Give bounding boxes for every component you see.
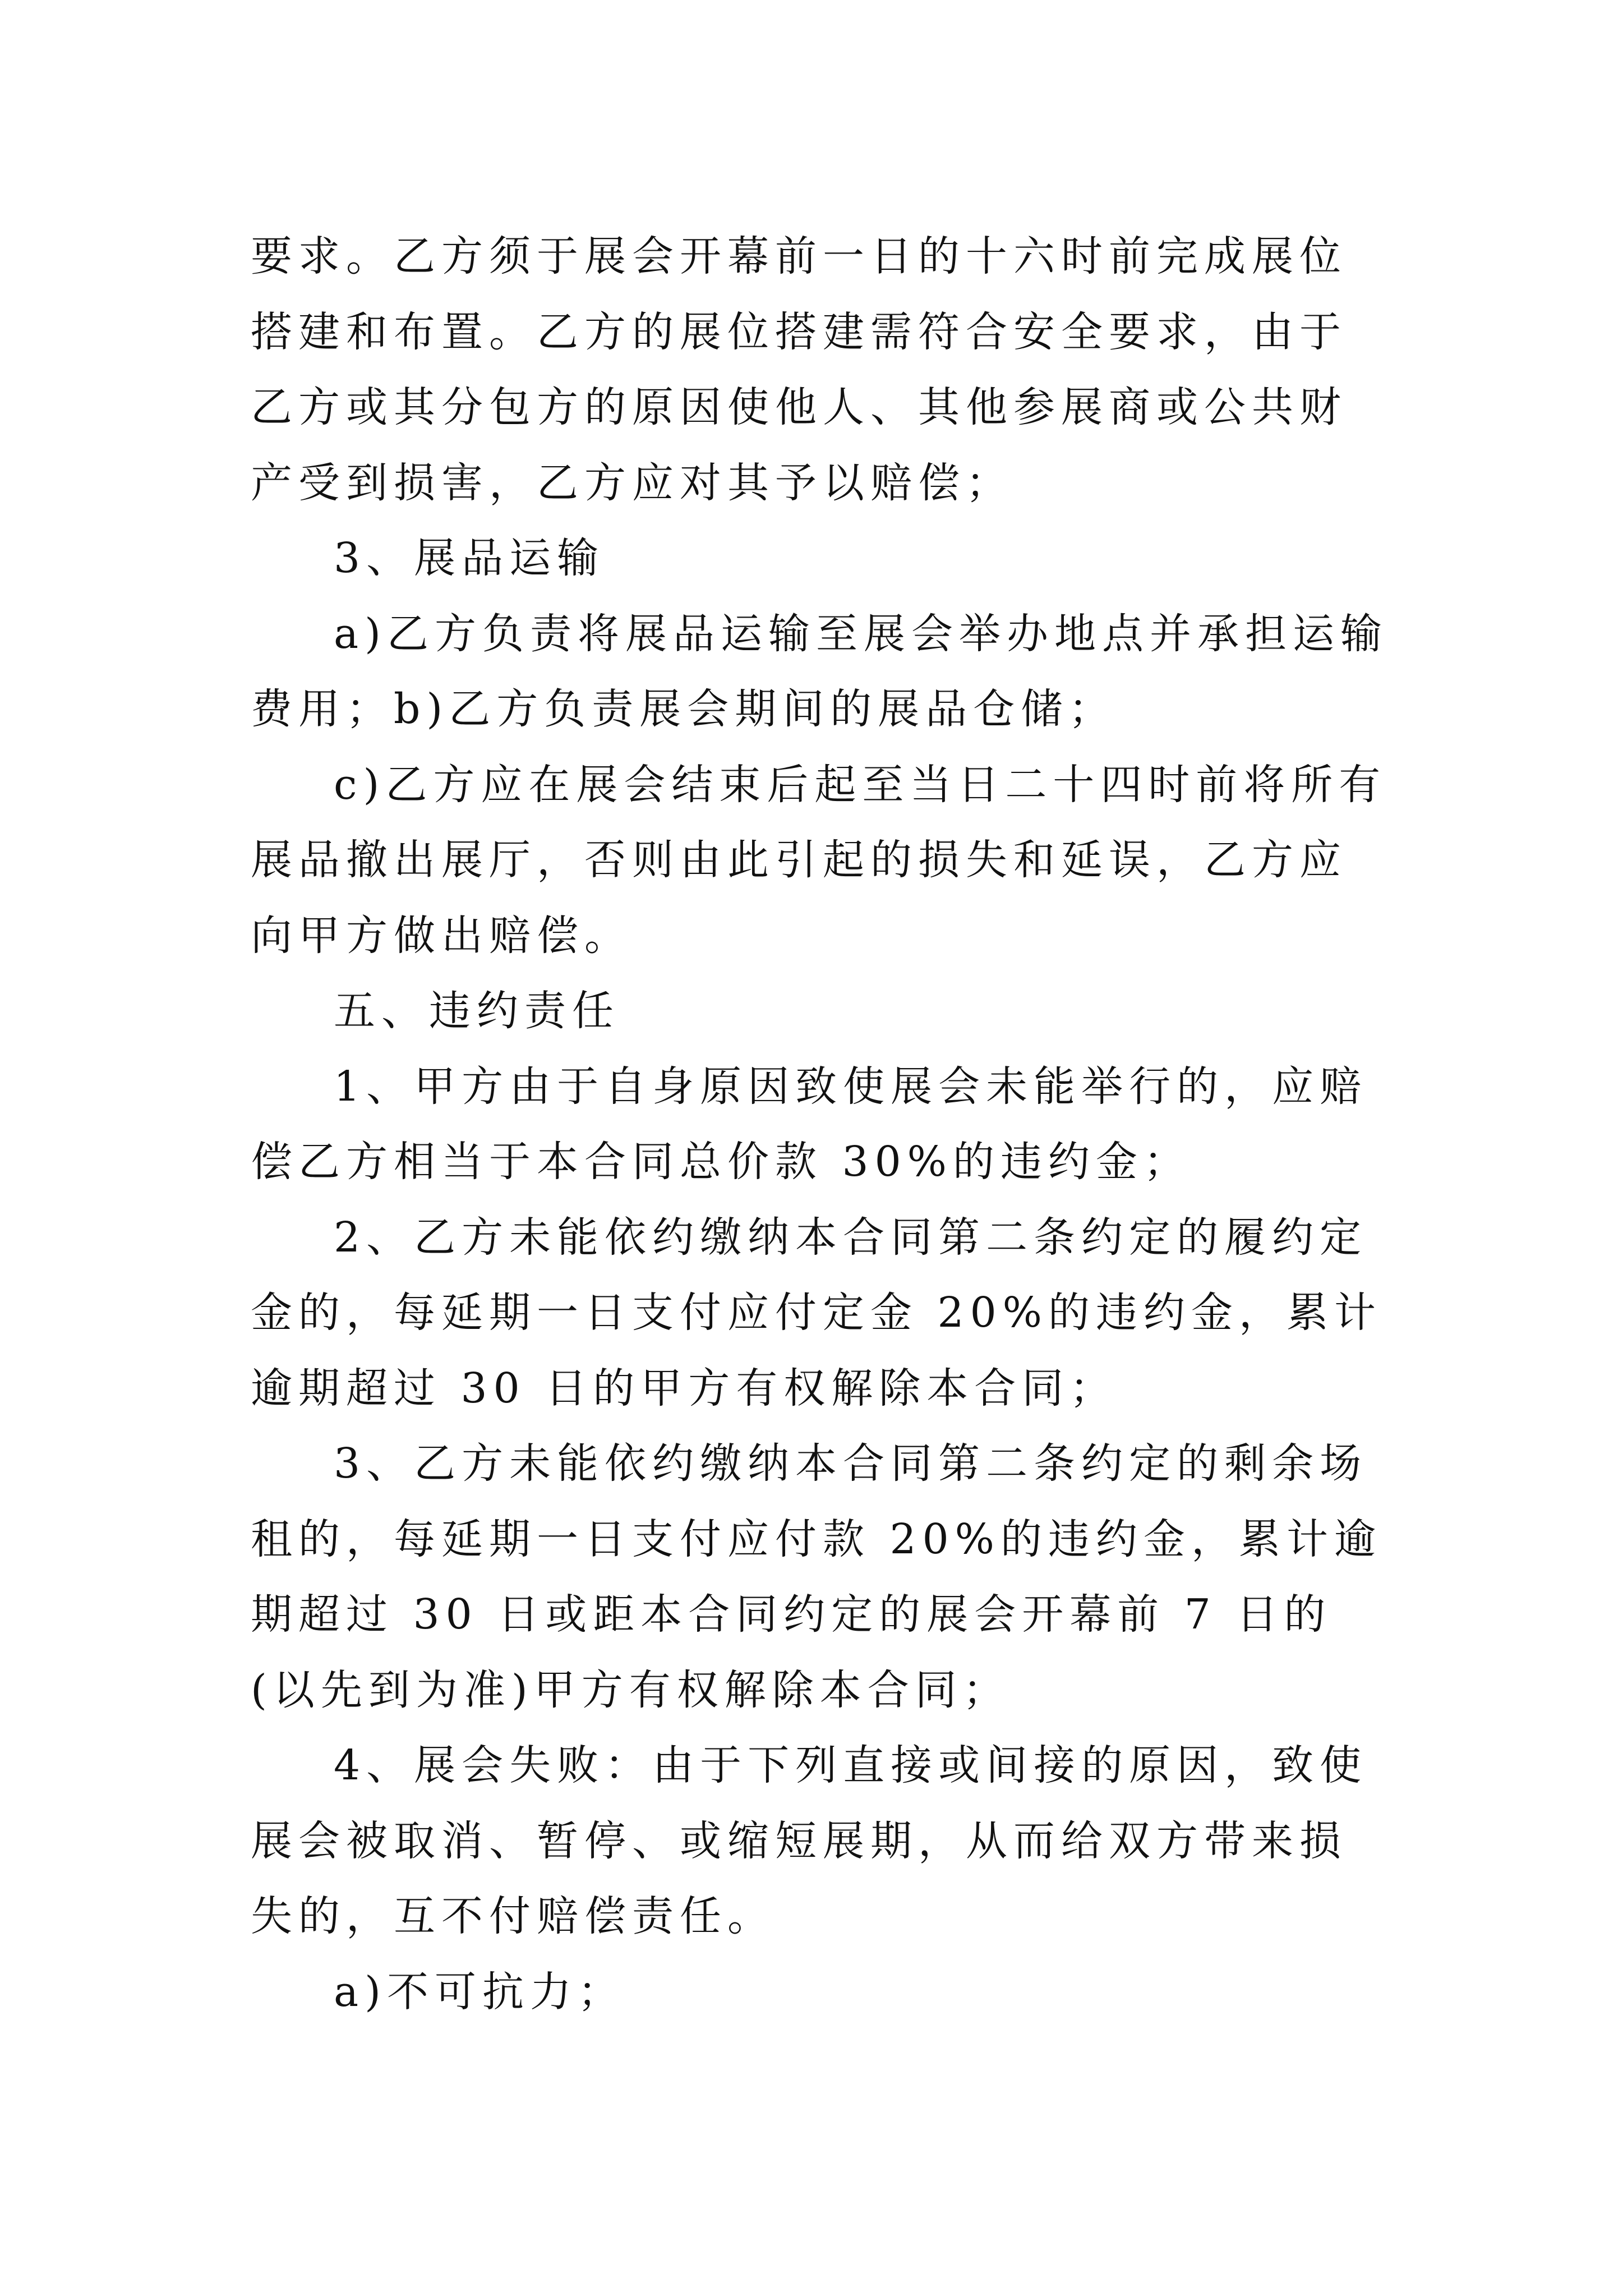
- paragraph-liability-1: 1、甲方由于自身原因致使展会未能举行的，应赔偿乙方相当于本合同总价款 30%的违约金；: [251, 1062, 1368, 1186]
- section-heading-exhibit-transport: 3、展品运输: [334, 534, 605, 582]
- paragraph-continuation: 要求。乙方须于展会开幕前一日的十六时前完成展位搭建和布置。乙方的展位搭建需符合安全要求，由于乙方或其分包方的原因使他人、其他参展商或公共财产受到损害，乙方应对其予以赔偿；: [251, 232, 1347, 507]
- paragraph-liability-3: 3、乙方未能依约缴纳本合同第二条约定的剩余场租的，每延期一日支付应付款 20%的违约金，累计逾期超过 30 日或距本合同约定的展会开幕前 7 日的(以先到为准)甲方有权解除本合同；: [251, 1439, 1382, 1714]
- paragraph-liability-2: 2、乙方未能依约缴纳本合同第二条约定的履约定金的，每延期一日支付应付定金 20%的违约金，累计逾期超过 30 日的甲方有权解除本合同；: [251, 1213, 1382, 1412]
- document-body: [251, 219, 1389, 2030]
- paragraph-liability-4: 4、展会失败：由于下列直接或间接的原因，致使展会被取消、暂停、或缩短展期，从而给双方带来损失的，互不付赔偿责任。: [251, 1741, 1368, 1940]
- section-heading-liability: 五、违约责任: [334, 987, 620, 1035]
- paragraph-transport-c: c)乙方应在展会结束后起至当日二十四时前将所有展品撤出展厅，否则由此引起的损失和延误，乙方应向甲方做出赔偿。: [251, 760, 1387, 960]
- paragraph-force-majeure: a)不可抗力；: [334, 1967, 625, 2016]
- paragraph-transport-a-b: a)乙方负责将展品运输至展会举办地点并承担运输费用；b)乙方负责展会期间的展品仓储；: [251, 609, 1388, 733]
